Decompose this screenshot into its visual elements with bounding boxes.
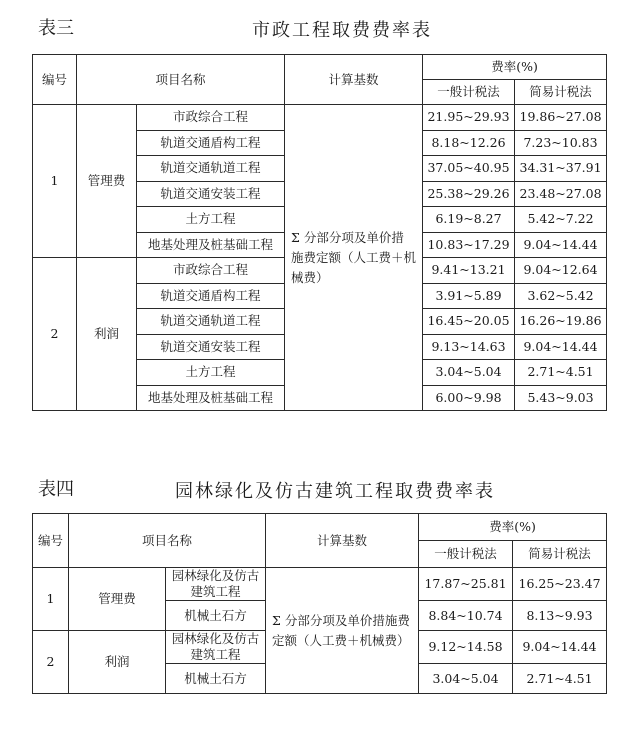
group-number: 1 [33, 568, 69, 631]
calculation-basis: Σ 分部分项及单价措施费定额（人工费＋机械费） [285, 105, 423, 411]
header-no: 编号 [33, 55, 77, 105]
general-tax-rate: 3.04~5.04 [419, 664, 513, 694]
header-row [33, 55, 607, 80]
general-tax-rate: 3.04~5.04 [423, 360, 515, 386]
item-name: 轨道交通安装工程 [137, 334, 285, 360]
simple-tax-rate: 8.13~9.93 [513, 601, 607, 631]
item-name: 轨道交通轨道工程 [137, 156, 285, 182]
group-name: 管理费 [69, 568, 166, 631]
general-tax-rate: 9.41~13.21 [423, 258, 515, 284]
item-name: 机械土石方 [166, 601, 266, 631]
simple-tax-rate: 16.26~19.86 [515, 309, 607, 335]
item-name: 市政综合工程 [137, 105, 285, 131]
general-tax-rate: 3.91~5.89 [423, 283, 515, 309]
item-name: 机械土石方 [166, 664, 266, 694]
header-general-tax: 一般计税法 [419, 541, 513, 568]
header-row [33, 514, 607, 541]
simple-tax-rate: 23.48~27.08 [515, 181, 607, 207]
general-tax-rate: 9.12~14.58 [419, 631, 513, 664]
general-tax-rate: 16.45~20.05 [423, 309, 515, 335]
group-name: 管理费 [77, 105, 137, 258]
table4-title: 园林绿化及仿古建筑工程取费费率表 [175, 481, 495, 502]
header-simple-tax: 简易计税法 [513, 541, 607, 568]
header-item-name: 项目名称 [69, 514, 266, 568]
simple-tax-rate: 9.04~12.64 [515, 258, 607, 284]
general-tax-rate: 9.13~14.63 [423, 334, 515, 360]
simple-tax-rate: 9.04~14.44 [515, 334, 607, 360]
simple-tax-rate: 9.04~14.44 [515, 232, 607, 258]
general-tax-rate: 6.00~9.98 [423, 385, 515, 411]
header-rate: 费率(%) [419, 514, 607, 541]
table4-label: 表四 [38, 479, 74, 500]
item-name: 轨道交通盾构工程 [137, 283, 285, 309]
general-tax-rate: 25.38~29.26 [423, 181, 515, 207]
general-tax-rate: 8.18~12.26 [423, 130, 515, 156]
simple-tax-rate: 3.62~5.42 [515, 283, 607, 309]
header-general-tax: 一般计税法 [423, 80, 515, 105]
item-name: 轨道交通盾构工程 [137, 130, 285, 156]
group-number: 2 [33, 631, 69, 694]
table3-title: 市政工程取费费率表 [252, 20, 432, 41]
item-name: 市政综合工程 [137, 258, 285, 284]
item-name: 土方工程 [137, 207, 285, 233]
item-name: 地基处理及桩基础工程 [137, 232, 285, 258]
group-number: 2 [33, 258, 77, 411]
general-tax-rate: 10.83~17.29 [423, 232, 515, 258]
item-name: 园林绿化及仿古建筑工程 [166, 631, 266, 664]
table4 [32, 513, 607, 694]
table-row [33, 105, 607, 131]
item-name: 轨道交通轨道工程 [137, 309, 285, 335]
simple-tax-rate: 5.43~9.03 [515, 385, 607, 411]
simple-tax-rate: 2.71~4.51 [513, 664, 607, 694]
general-tax-rate: 8.84~10.74 [419, 601, 513, 631]
header-rate: 费率(%) [423, 55, 607, 80]
header-simple-tax: 简易计税法 [515, 80, 607, 105]
table3 [32, 54, 607, 411]
header-no: 编号 [33, 514, 69, 568]
simple-tax-rate: 9.04~14.44 [513, 631, 607, 664]
header-basis: 计算基数 [285, 55, 423, 105]
item-name: 园林绿化及仿古建筑工程 [166, 568, 266, 601]
table3-label: 表三 [38, 18, 74, 39]
group-name: 利润 [77, 258, 137, 411]
group-name: 利润 [69, 631, 166, 694]
general-tax-rate: 6.19~8.27 [423, 207, 515, 233]
general-tax-rate: 17.87~25.81 [419, 568, 513, 601]
simple-tax-rate: 16.25~23.47 [513, 568, 607, 601]
table-row [33, 568, 607, 601]
simple-tax-rate: 7.23~10.83 [515, 130, 607, 156]
general-tax-rate: 37.05~40.95 [423, 156, 515, 182]
simple-tax-rate: 2.71~4.51 [515, 360, 607, 386]
item-name: 土方工程 [137, 360, 285, 386]
simple-tax-rate: 19.86~27.08 [515, 105, 607, 131]
simple-tax-rate: 34.31~37.91 [515, 156, 607, 182]
header-item-name: 项目名称 [77, 55, 285, 105]
header-basis: 计算基数 [266, 514, 419, 568]
group-number: 1 [33, 105, 77, 258]
item-name: 轨道交通安装工程 [137, 181, 285, 207]
calculation-basis: Σ 分部分项及单价措施费定额（人工费＋机械费） [266, 568, 419, 694]
simple-tax-rate: 5.42~7.22 [515, 207, 607, 233]
item-name: 地基处理及桩基础工程 [137, 385, 285, 411]
general-tax-rate: 21.95~29.93 [423, 105, 515, 131]
